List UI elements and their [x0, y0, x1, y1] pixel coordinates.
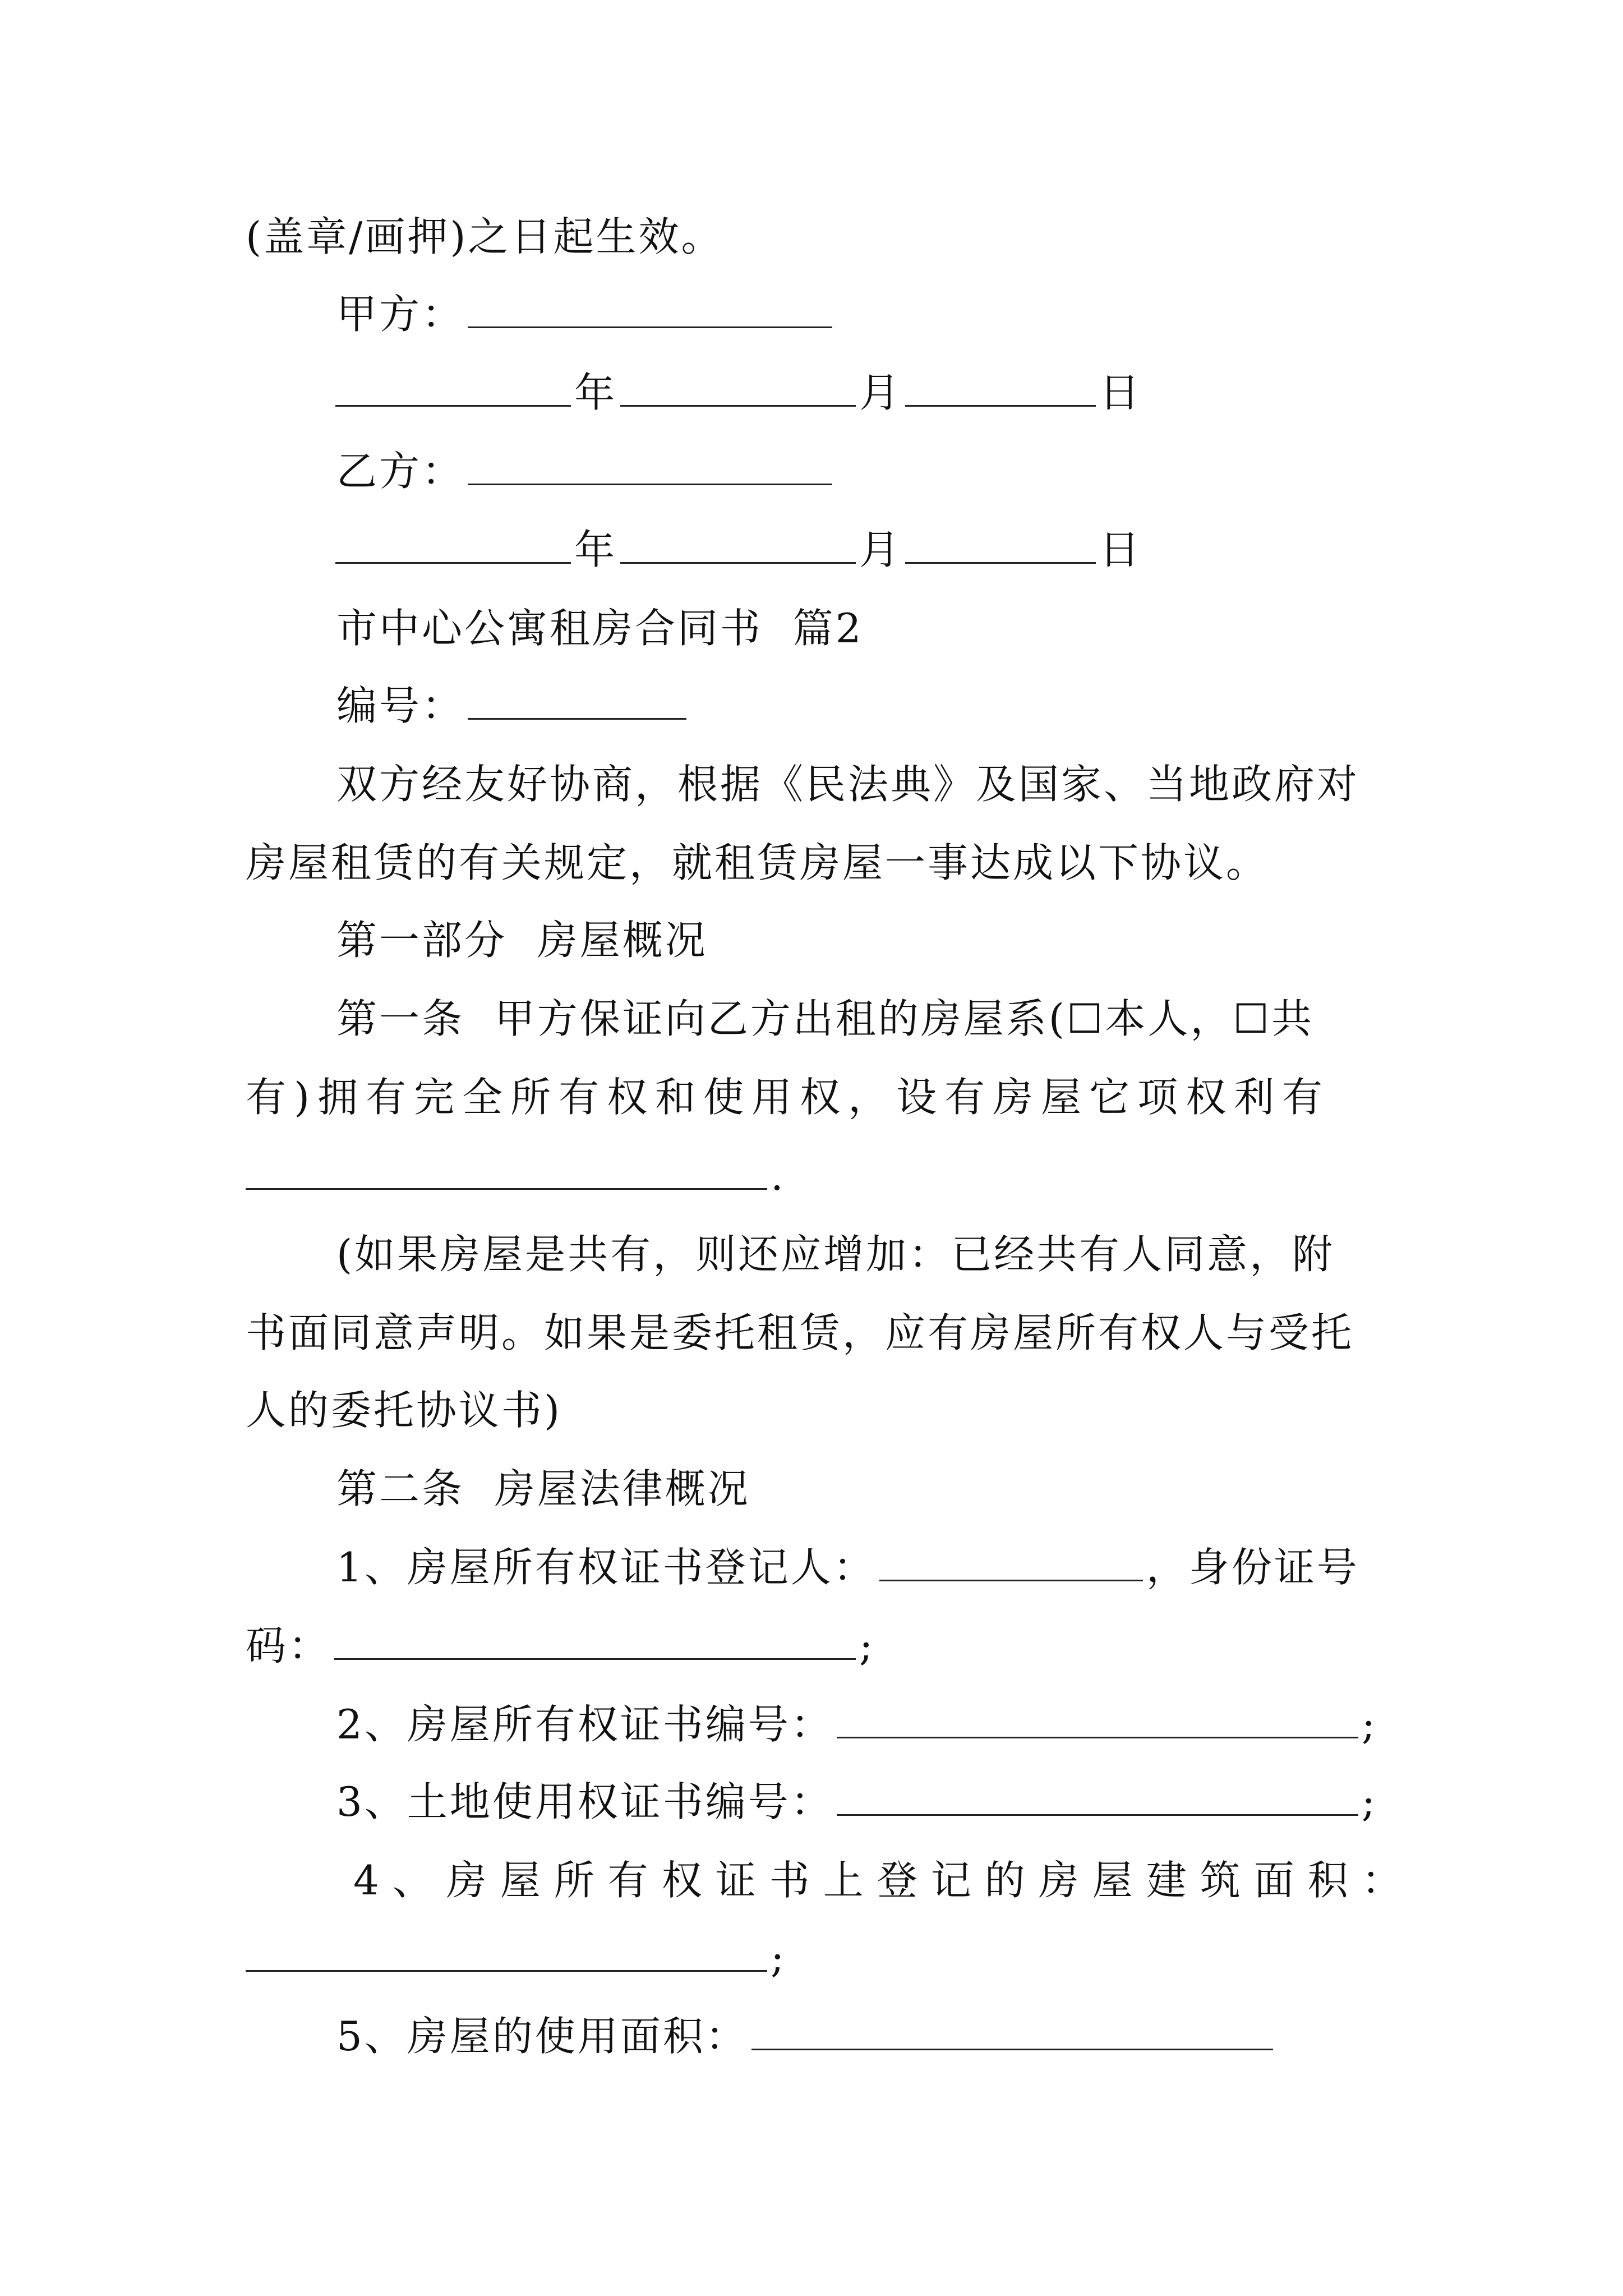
party-b-blank[interactable] [468, 449, 832, 485]
contract-heading-text: 市中心公寓租房合同书 篇2 [336, 605, 864, 652]
month-label: 月 [859, 526, 902, 573]
article-two-heading [336, 1461, 750, 1517]
article-two-text: 第二条 房屋法律概况 [336, 1465, 750, 1512]
encumbrance-blank[interactable] [246, 1153, 767, 1190]
item-two-label: 2、房屋所有权证书编号： [336, 1701, 833, 1748]
item-one-line-1 [336, 1539, 1359, 1595]
party-b-year-blank[interactable] [335, 527, 571, 564]
semicolon: ; [771, 1934, 787, 1981]
id-number-blank[interactable] [334, 1623, 856, 1660]
semicolon: ; [1361, 1778, 1378, 1825]
id-code-label: 码： [246, 1622, 331, 1669]
land-certificate-blank[interactable] [837, 1779, 1358, 1816]
certificate-number-blank[interactable] [837, 1702, 1358, 1738]
semicolon: ; [1361, 1701, 1378, 1748]
usable-area-blank[interactable] [751, 2014, 1273, 2050]
contract-number-blank[interactable] [468, 683, 686, 720]
item-three-label: 3、土地使用权证书编号： [336, 1778, 833, 1825]
co-ownership-note-line-3 [246, 1382, 562, 1438]
id-number-label: ，身份证号 [1146, 1544, 1359, 1591]
article-one-text-1: 第一条 甲方保证向乙方出租的房屋系(☐本人，☐共 [336, 995, 1314, 1042]
co-ownership-note-line-2 [246, 1305, 1354, 1361]
party-a-month-blank[interactable] [620, 370, 856, 407]
party-a-line [336, 286, 836, 342]
item-four-blank-line [246, 1930, 786, 1986]
period-mark: . [771, 1152, 786, 1199]
co-ownership-note-line-1 [336, 1226, 1335, 1282]
note-text-3: 人的委托协议书) [246, 1387, 562, 1434]
effective-clause-text: (盖章/画押)之日起生效。 [246, 213, 724, 260]
item-three-line [336, 1774, 1377, 1830]
day-label: 日 [1099, 369, 1142, 416]
encumbrance-blank-line [246, 1148, 786, 1204]
intro-text-1: 双方经友好协商，根据《民法典》及国家、当地政府对 [336, 761, 1360, 808]
item-four-label: 4、房屋所有权证书上登记的房屋建筑面积： [353, 1857, 1415, 1904]
note-text-2: 书面同意声明。如果是委托租赁，应有房屋所有权人与受托 [246, 1309, 1354, 1356]
party-b-line [336, 443, 836, 499]
part-one-text: 第一部分 房屋概况 [336, 917, 708, 964]
contract-number-line [336, 678, 690, 734]
intro-line-2 [246, 835, 1269, 891]
party-b-day-blank[interactable] [905, 527, 1096, 564]
intro-line-1 [336, 756, 1359, 812]
article-one-line-2 [246, 1069, 1330, 1125]
item-five-label: 5、房屋的使用面积： [336, 2013, 748, 2060]
contract-heading [336, 600, 864, 656]
item-one-line-2 [246, 1618, 875, 1674]
semicolon: ; [859, 1622, 875, 1669]
party-a-label: 甲方： [336, 291, 465, 338]
item-four-line [353, 1852, 1415, 1908]
party-a-blank[interactable] [468, 292, 832, 328]
month-label: 月 [859, 369, 902, 416]
part-one-heading [336, 912, 708, 968]
year-label: 年 [574, 369, 617, 416]
party-a-year-blank[interactable] [335, 370, 571, 407]
day-label: 日 [1099, 526, 1142, 573]
contract-number-label: 编号： [336, 682, 465, 729]
item-five-line [336, 2008, 1276, 2064]
intro-text-2: 房屋租赁的有关规定，就租赁房屋一事达成以下协议。 [246, 839, 1269, 886]
party-a-date-line [332, 365, 1142, 421]
party-b-month-blank[interactable] [620, 527, 856, 564]
year-label: 年 [574, 526, 617, 573]
building-area-blank[interactable] [246, 1935, 767, 1972]
effective-clause-line [246, 209, 723, 265]
party-b-label: 乙方： [336, 448, 465, 495]
party-a-day-blank[interactable] [905, 370, 1096, 407]
article-one-text-2: 有)拥有完全所有权和使用权，设有房屋它项权利有 [246, 1074, 1331, 1121]
note-text-1: (如果房屋是共有，则还应增加：已经共有人同意，附 [336, 1231, 1335, 1278]
party-b-date-line [332, 522, 1142, 578]
item-one-label: 1、房屋所有权证书登记人： [336, 1544, 876, 1591]
item-two-line [336, 1696, 1377, 1752]
article-one-line-1 [336, 991, 1314, 1047]
registrant-blank[interactable] [879, 1545, 1143, 1581]
